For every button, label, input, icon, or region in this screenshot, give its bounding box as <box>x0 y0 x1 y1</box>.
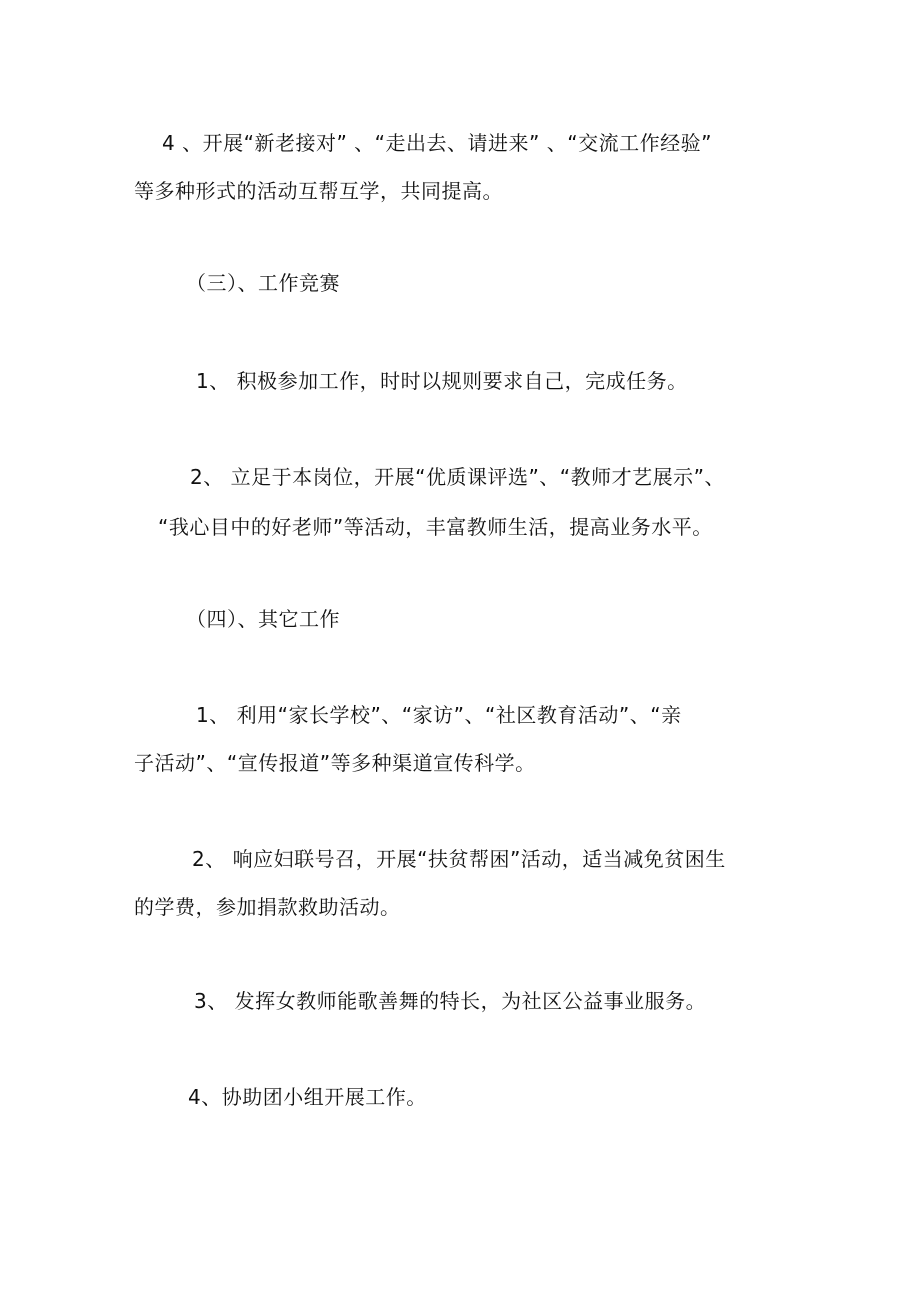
section-3-item-2-line-2: “我心目中的好老师”等活动，丰富教师生活，提高业务水平。 <box>158 515 713 539</box>
item-4-line-1: 4 、开展“新老接对” 、“走出去、请进来” 、“交流工作经验” <box>162 131 712 155</box>
section-4-item-1-line-1: 1、 利用“家长学校”、“家访”、“社区教育活动”、“亲 <box>196 703 682 727</box>
section-4-item-3: 3、 发挥女教师能歌善舞的特长，为社区公益事业服务。 <box>194 989 707 1013</box>
section-4-item-2-line-1: 2、 响应妇联号召，开展“扶贫帮困”活动，适当减免贫困生 <box>192 847 726 871</box>
section-3-item-1: 1、 积极参加工作，时时以规则要求自己，完成任务。 <box>196 369 688 393</box>
section-3-heading: （三）、工作竞赛 <box>186 271 340 295</box>
item-4-line-2: 等多种形式的活动互帮互学，共同提高。 <box>134 179 503 203</box>
section-4-item-1-line-2: 子活动”、“宣传报道”等多种渠道宣传科学。 <box>134 751 536 775</box>
section-3-item-2-line-1: 2、 立足于本岗位，开展“优质课评选”、“教师才艺展示”、 <box>190 465 726 489</box>
section-4-heading: （四）、其它工作 <box>186 607 340 631</box>
section-4-item-4: 4、协助团小组开展工作。 <box>188 1085 427 1109</box>
section-4-item-2-line-2: 的学费，参加捐款救助活动。 <box>134 895 401 919</box>
